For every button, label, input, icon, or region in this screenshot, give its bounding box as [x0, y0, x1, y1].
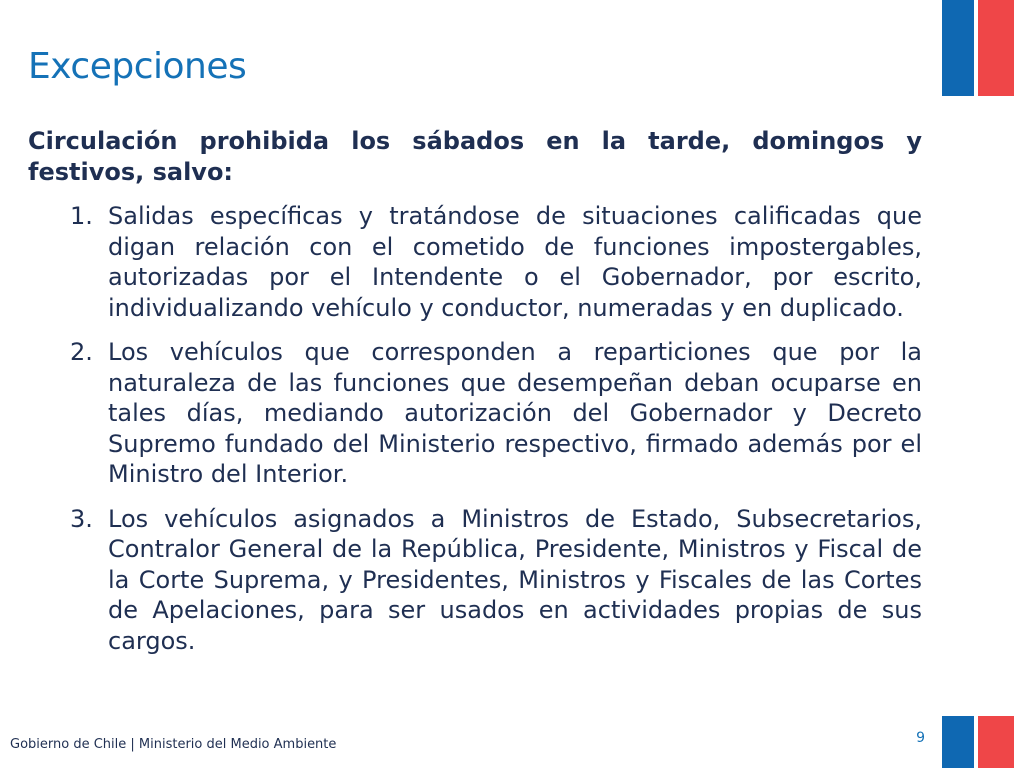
list-item [28, 337, 922, 490]
list-item-text: Los vehículos que corresponden a reparticiones que por la naturaleza de las funciones que desempeñan deban ocuparse en tales días, mediando autorización del Gobernador y Decreto Supremo fundado del Ministerio respectivo, firmado además por el Ministro del Interior. [108, 338, 922, 488]
list-item-text: Los vehículos asignados a Ministros de Estado, Subsecretarios, Contralor General de la República, Presidente, Ministros y Fiscal de la Corte Suprema, y Presidentes, Ministros y Fiscales de las Cortes de Apelaciones, para ser usados en actividades propias de sus cargos. [108, 504, 922, 655]
page-number: 9 [916, 730, 925, 746]
slide-body [28, 126, 922, 670]
list-item-number: 2. [70, 338, 93, 366]
flag-red-stripe [978, 716, 1014, 768]
flag-blue-stripe [942, 716, 974, 768]
flag-red-stripe [978, 0, 1014, 96]
list-item-number: 3. [70, 504, 93, 533]
exceptions-list [28, 201, 922, 656]
list-item-number: 1. [70, 202, 93, 230]
list-item-text: Salidas específicas y tratándose de situaciones calificadas que digan relación con el cometido de funciones impostergables, autorizadas por el Intendente o el Gobernador, por escrito, individualizando vehículo y conductor, numeradas y en duplicado. [108, 202, 922, 322]
list-item [28, 201, 922, 323]
chile-flag-decoration-top [942, 0, 1014, 96]
flag-blue-stripe [942, 0, 974, 96]
slide-title: Excepciones [28, 46, 247, 88]
chile-flag-decoration-bottom [942, 716, 1014, 768]
intro-paragraph: Circulación prohibida los sábados en la tarde, domingos y festivos, salvo: [28, 127, 922, 186]
footer-text: Gobierno de Chile | Ministerio del Medio Ambiente [10, 737, 337, 752]
list-item [28, 504, 922, 657]
